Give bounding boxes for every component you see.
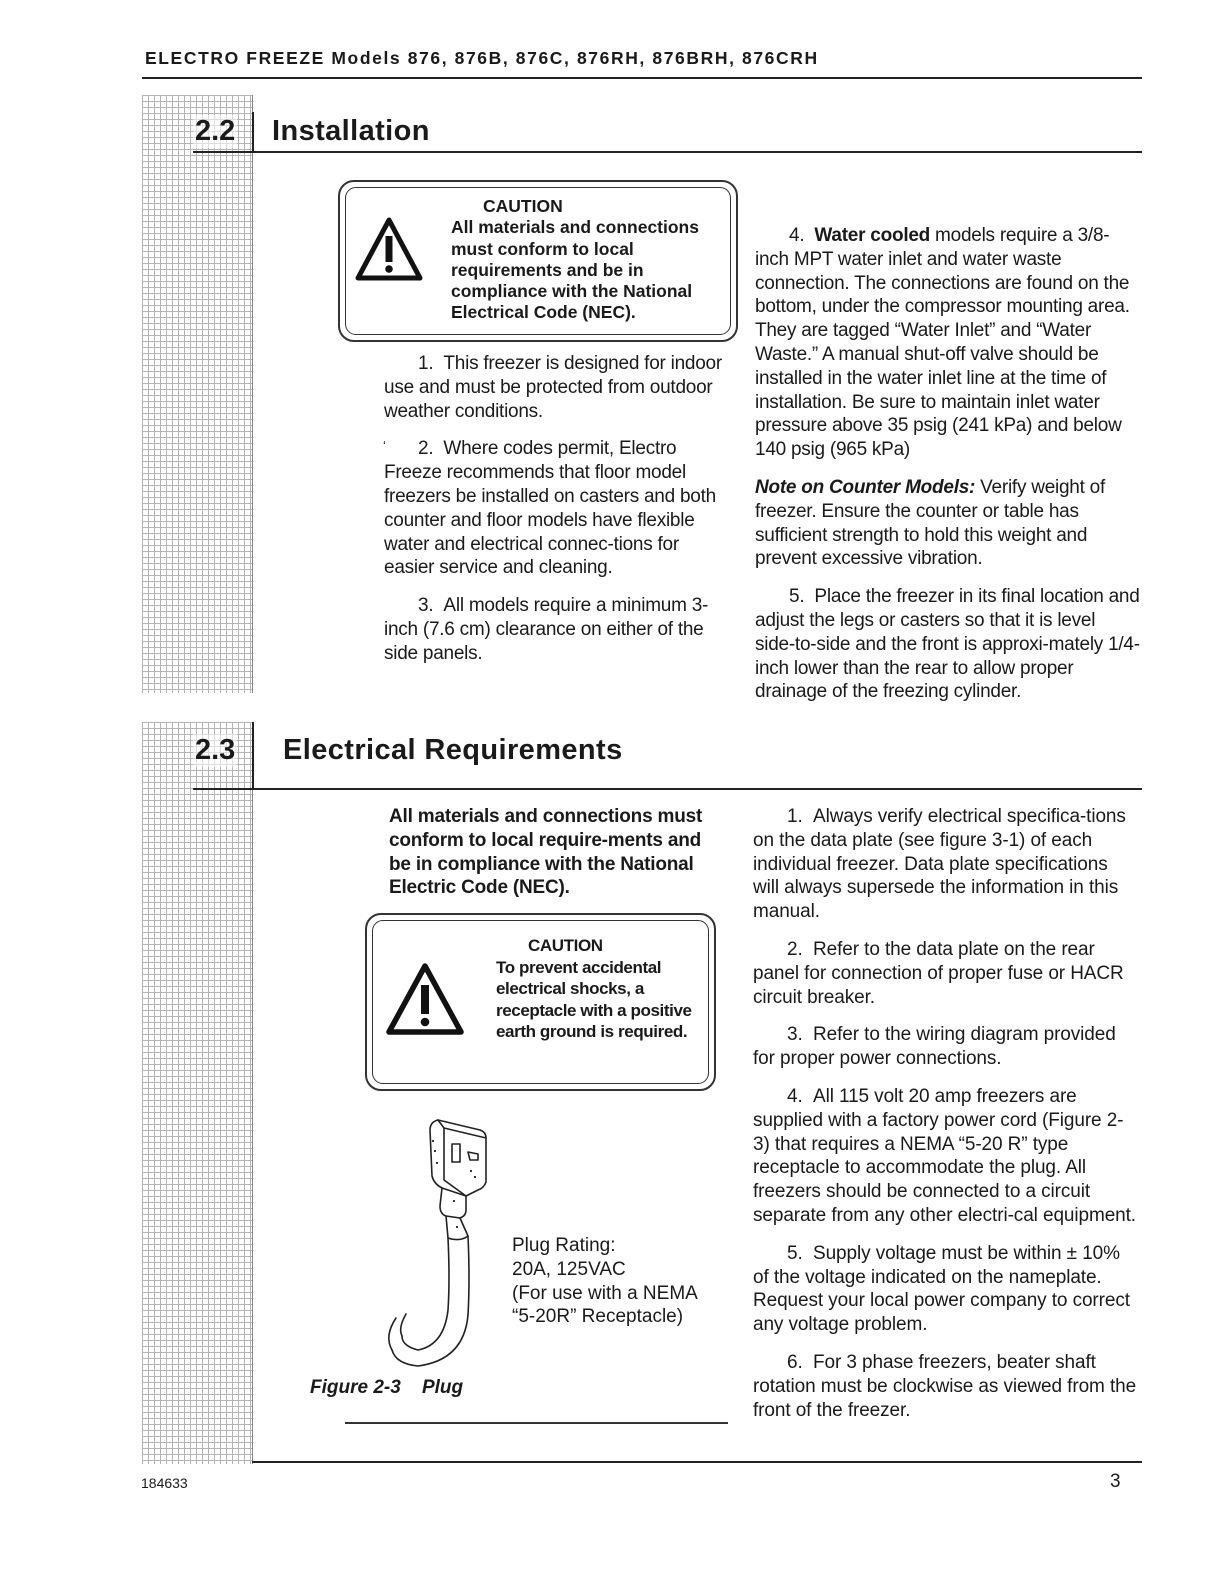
caution-text-installation — [451, 196, 727, 324]
note-text: Verify weight of freezer. Ensure the counter or table has sufficient strength to hold this weight and prevent excessive vibration. — [755, 476, 1106, 570]
list-item — [753, 1242, 1138, 1337]
item-text: Always verify electrical specifica-tions on the data plate (see figure 3-1) of each individual freezer. Data plate specifications will always supersede the information in this manual. — [753, 806, 1126, 923]
note-label: Note on Counter Models: — [755, 476, 976, 498]
caution-text-electrical — [496, 935, 701, 1043]
header-rule — [142, 77, 1142, 79]
caution-heading: CAUTION — [528, 936, 603, 955]
installation-right-column — [755, 224, 1140, 718]
caution-heading: CAUTION — [483, 196, 563, 216]
caution-box-electrical — [365, 913, 716, 1091]
warning-triangle-icon — [385, 961, 465, 1037]
item-text: Refer to the data plate on the rear panel for connection of proper fuse or HACR circuit breaker. — [753, 938, 1124, 1008]
item-bold-lead: Water cooled — [814, 225, 931, 246]
list-item — [753, 938, 1138, 1009]
section-2-2-number: 2.2 — [195, 115, 236, 147]
list-item — [384, 594, 724, 665]
item-text: Place the freezer in its final location and adjust the legs or casters so that it is level side-to-side and the front is approxi-mately 1/4-inch lower than the rear to allow proper drainage of the freezing cylinder. — [755, 586, 1140, 703]
caution-box-installation — [338, 180, 738, 342]
grid-strip-2-2 — [142, 95, 253, 693]
stray-tick-mark: ‘ — [383, 438, 386, 453]
section-2-3-title: Electrical Requirements — [283, 734, 623, 766]
electrical-right-column — [753, 805, 1138, 1436]
plug-rating-text — [512, 1234, 698, 1329]
item-text: For 3 phase freezers, beater shaft rotation must be clockwise as viewed from the front of the freezer. — [753, 1351, 1137, 1421]
item-number: 2. — [787, 938, 803, 960]
note-counter-models — [755, 476, 1140, 571]
item-text: All 115 volt 20 amp freezers are supplied with a factory power cord (Figure 2-3) that requires a NEMA “5-20 R” type receptacle to accommodate the plug. All freezers should be connected to a circuit separate from any other electri-cal equipment. — [753, 1085, 1136, 1226]
item-number: 5. — [789, 586, 805, 608]
heading-divider — [252, 112, 254, 152]
item-number: 1. — [418, 353, 434, 374]
caution-message: All materials and connections must conform to local requirements and be in compliance with the National Electrical Code (NEC). — [451, 217, 699, 323]
heading-divider — [252, 722, 254, 790]
grid-strip-2-3 — [142, 722, 253, 1464]
figure-label: Figure 2-3 — [310, 1377, 401, 1398]
item-text: Refer to the wiring diagram provided for proper power connections. — [753, 1024, 1116, 1070]
page-number: 3 — [1110, 1471, 1121, 1492]
figure-caption — [310, 1377, 463, 1399]
section-2-2-rule — [193, 151, 1142, 153]
warning-triangle-icon — [354, 216, 424, 282]
item-text: This freezer is designed for indoor use and must be protected from outdoor weather conditions. — [384, 353, 722, 422]
installation-left-column — [384, 352, 724, 680]
figure-title: Plug — [421, 1377, 464, 1398]
item-number: 1. — [787, 806, 803, 827]
item-number: 3. — [787, 1024, 803, 1046]
item-number: 2. — [418, 438, 434, 460]
caution-message: To prevent accidental electrical shocks, a receptacle with a positive earth ground is required. — [496, 957, 692, 1041]
list-item — [755, 585, 1140, 704]
list-item — [753, 805, 1138, 924]
item-text: Where codes permit, Electro Freeze recommends that floor model freezers be installed on casters and both counter and floor models have flexible water and electrical connec-tions for easier service and cleaning. — [384, 438, 716, 579]
plug-rating-line: (For use with a NEMA — [512, 1282, 698, 1304]
list-item — [753, 1085, 1138, 1228]
footer-rule — [252, 1461, 1142, 1463]
item-text: models require a 3/8-inch MPT water inlet and water waste connection. The connections are found on the bottom, under the compressor mounting area. They are tagged “Water Inlet” and “Water Waste.” A manual shut-off valve should be installed in the water inlet line at the time of installation. Be sure to maintain inlet water pressure above 35 psig (241 kPa) and below 140 psig (965 kPa) — [755, 225, 1130, 461]
item-number: 6. — [787, 1351, 803, 1373]
list-item — [384, 437, 724, 580]
item-text: All models require a minimum 3-inch (7.6 cm) clearance on either of the side panels. — [384, 595, 709, 664]
list-item — [753, 1023, 1138, 1071]
item-number: 4. — [789, 225, 805, 246]
header-title: ELECTRO FREEZE Models 876, 876B, 876C, 876RH, 876BRH, 876CRH — [145, 48, 819, 68]
section-2-3-rule — [193, 788, 1142, 790]
plug-rating-line: 20A, 125VAC — [512, 1258, 626, 1280]
item-number: 5. — [787, 1242, 803, 1264]
electrical-lead-text: All materials and connections must conform to local require-ments and be in compliance with the National Electric Code (NEC). — [389, 806, 703, 899]
item-number: 4. — [787, 1085, 803, 1107]
list-item — [384, 352, 724, 423]
power-plug-illustration — [378, 1110, 518, 1375]
document-number: 184633 — [141, 1475, 188, 1491]
item-number: 3. — [418, 595, 434, 617]
list-item — [753, 1351, 1138, 1422]
section-2-2-title: Installation — [272, 115, 430, 147]
section-2-3-number: 2.3 — [195, 734, 236, 766]
list-item — [755, 224, 1140, 462]
plug-rating-line: Plug Rating: — [512, 1235, 616, 1256]
plug-rating-line: “5-20R” Receptacle) — [512, 1306, 684, 1328]
item-text: Supply voltage must be within ± 10% of the voltage indicated on the nameplate. Request your local power company to correct any voltage problem. — [753, 1242, 1130, 1336]
figure-rule — [345, 1422, 728, 1424]
